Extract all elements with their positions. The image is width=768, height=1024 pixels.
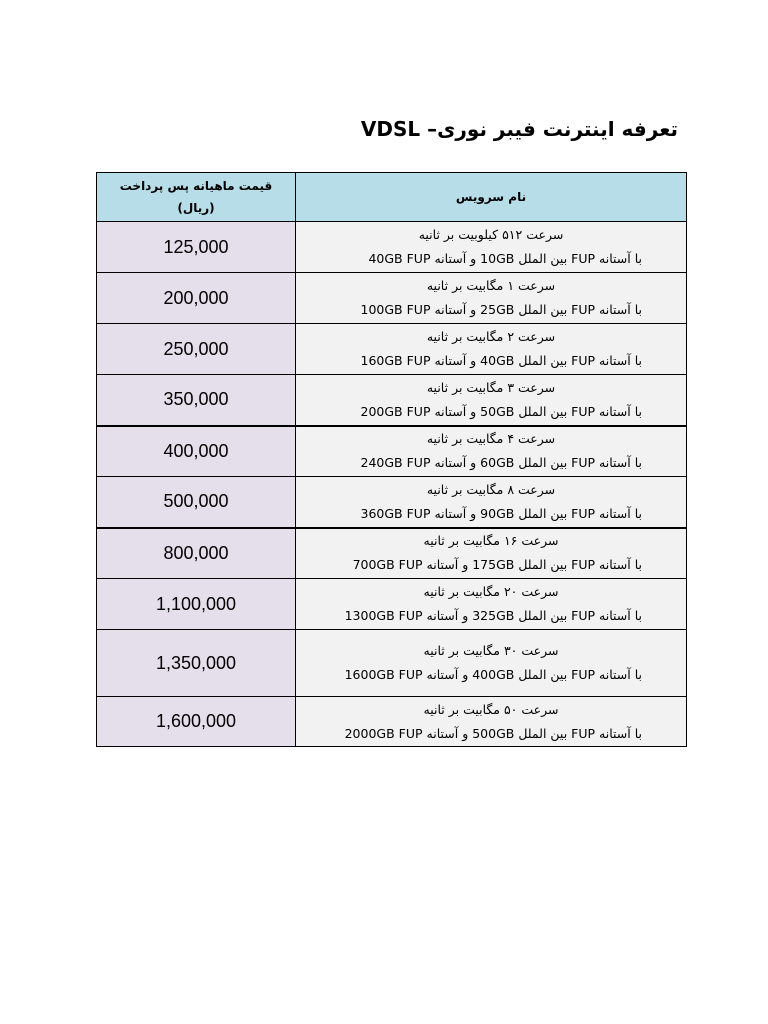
service-cell bbox=[296, 426, 687, 477]
page-title: تعرفه اینترنت فیبر نوری– VDSL bbox=[360, 117, 678, 141]
price-header-label: قیمت ماهیانه پس پرداخت bbox=[119, 179, 273, 193]
table-row bbox=[97, 697, 687, 747]
service-speed: سرعت ۲ مگابیت بر ثانیه bbox=[426, 329, 556, 344]
service-cell bbox=[296, 579, 687, 630]
table-row bbox=[97, 375, 687, 426]
table-row bbox=[97, 579, 687, 630]
service-cell bbox=[296, 477, 687, 528]
service-fup: با آستانه FUP بین الملل 60GB و آستانه 240GB FUP bbox=[360, 455, 642, 471]
price-cell: 125,000 bbox=[97, 222, 296, 273]
service-cell bbox=[296, 697, 687, 747]
price-cell: 500,000 bbox=[97, 477, 296, 528]
service-speed: سرعت ۵۱۲ کیلوبیت بر ثانیه bbox=[418, 227, 564, 242]
service-cell bbox=[296, 222, 687, 273]
service-speed: سرعت ۲۰ مگابیت بر ثانیه bbox=[423, 584, 559, 599]
table-row bbox=[97, 630, 687, 697]
service-speed: سرعت ۴ مگابیت بر ثانیه bbox=[426, 431, 556, 447]
price-header-unit: (ریال) bbox=[177, 201, 215, 215]
service-cell bbox=[296, 273, 687, 324]
table-row bbox=[97, 324, 687, 375]
price-cell: 1,600,000 bbox=[97, 697, 296, 747]
table-row bbox=[97, 222, 687, 273]
service-cell bbox=[296, 375, 687, 426]
price-cell: 400,000 bbox=[97, 426, 296, 477]
service-fup: با آستانه FUP بین الملل 90GB و آستانه 360GB FUP bbox=[360, 505, 642, 521]
service-speed: سرعت ۳۰ مگابیت بر ثانیه bbox=[423, 643, 559, 658]
service-cell bbox=[296, 528, 687, 579]
service-fup: با آستانه FUP بین الملل 25GB و آستانه 100GB FUP bbox=[360, 302, 642, 317]
table-header-row bbox=[97, 173, 687, 222]
table-row bbox=[97, 477, 687, 528]
price-cell: 1,350,000 bbox=[97, 630, 296, 697]
service-fup: با آستانه FUP بین الملل 500GB و آستانه 2000GB FUP bbox=[344, 725, 642, 741]
price-cell: 1,100,000 bbox=[97, 579, 296, 630]
service-cell bbox=[296, 324, 687, 375]
price-cell: 200,000 bbox=[97, 273, 296, 324]
price-cell: 800,000 bbox=[97, 528, 296, 579]
price-cell: 250,000 bbox=[97, 324, 296, 375]
service-column-header: نام سرویس bbox=[296, 173, 687, 222]
table-row bbox=[97, 528, 687, 579]
service-fup: با آستانه FUP بین الملل 40GB و آستانه 160GB FUP bbox=[360, 353, 642, 368]
service-fup: با آستانه FUP بین الملل 50GB و آستانه 200GB FUP bbox=[360, 403, 642, 419]
service-speed: سرعت ۳ مگابیت بر ثانیه bbox=[426, 379, 556, 395]
service-speed: سرعت ۵۰ مگابیت بر ثانیه bbox=[423, 701, 559, 717]
service-fup: با آستانه FUP بین الملل 175GB و آستانه 700GB FUP bbox=[352, 557, 642, 573]
table-row bbox=[97, 273, 687, 324]
price-column-header bbox=[97, 173, 296, 222]
table-row bbox=[97, 426, 687, 477]
service-fup: با آستانه FUP بین الملل 325GB و آستانه 1300GB FUP bbox=[344, 608, 642, 623]
price-cell: 350,000 bbox=[97, 375, 296, 426]
service-speed: سرعت ۸ مگابیت بر ثانیه bbox=[426, 481, 556, 497]
service-fup: با آستانه FUP بین الملل 400GB و آستانه 1600GB FUP bbox=[344, 667, 642, 682]
service-cell bbox=[296, 630, 687, 697]
service-speed: سرعت ۱۶ مگابیت بر ثانیه bbox=[423, 533, 559, 549]
service-fup: با آستانه FUP بین الملل 10GB و آستانه 40GB FUP bbox=[368, 251, 642, 266]
service-speed: سرعت ۱ مگابیت بر ثانیه bbox=[426, 278, 556, 293]
tariff-table bbox=[96, 172, 687, 747]
